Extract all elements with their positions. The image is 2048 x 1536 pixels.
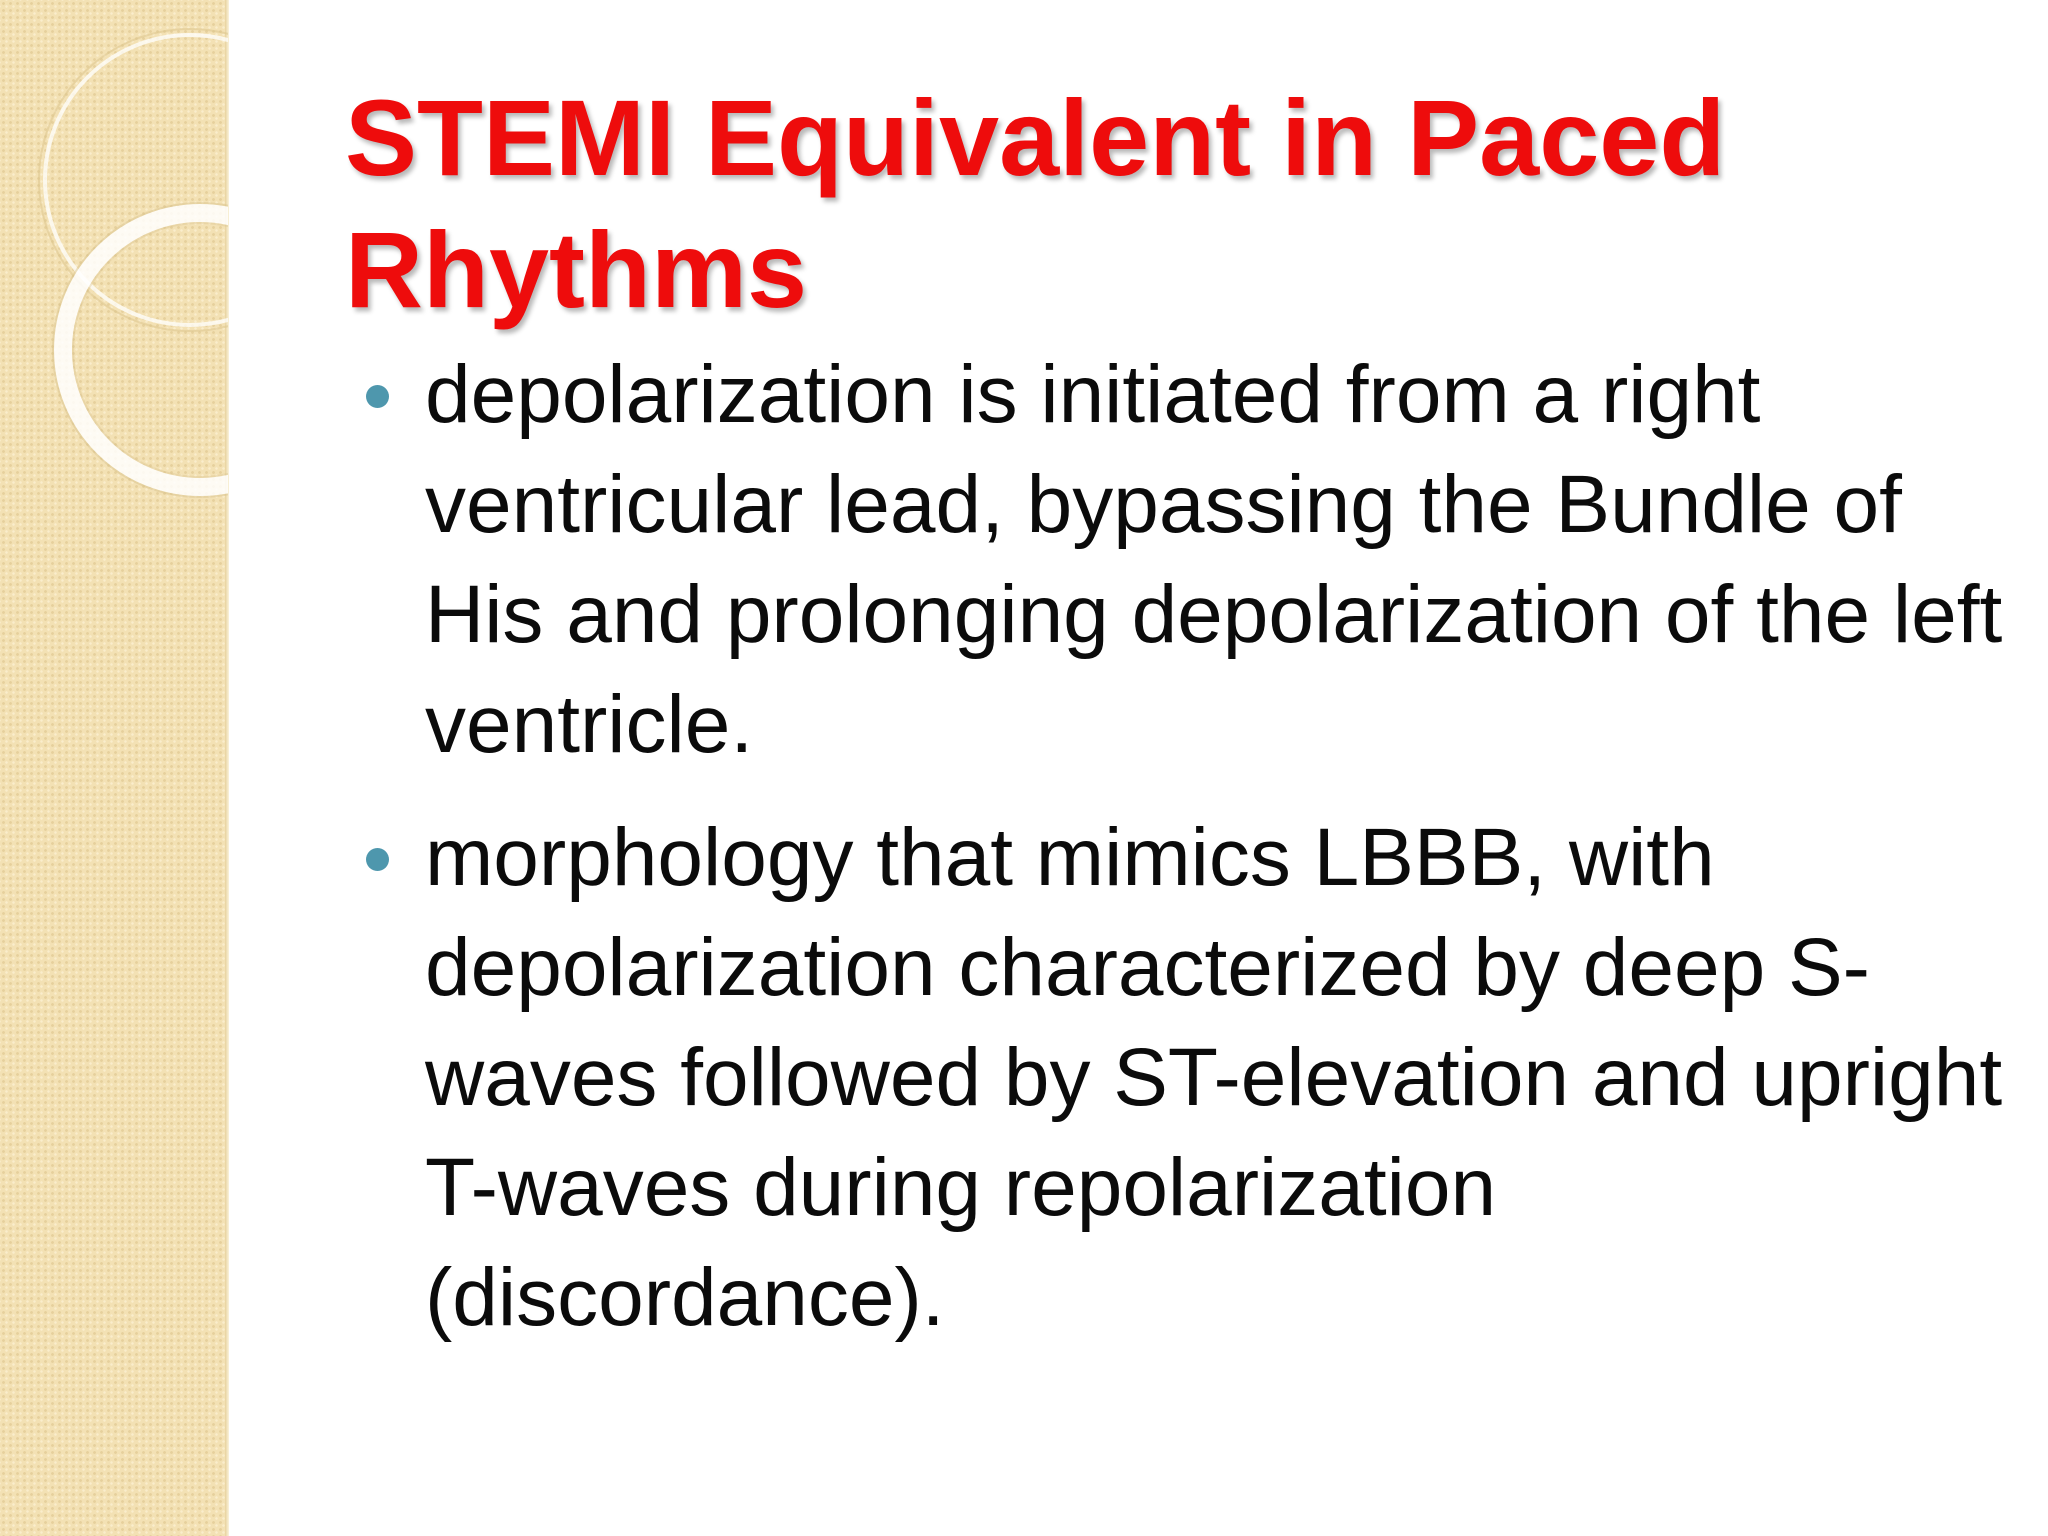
concentric-rings-decoration: [0, 0, 228, 520]
bullet-item: [362, 803, 2012, 1353]
bullet-text: depolarization is initiated from a right ventricular lead, bypassing the Bundle of His and prolonging depolarization of the left ventricle.: [425, 349, 2003, 770]
slide-title: STEMI Equivalent in Paced Rhythms: [345, 77, 1726, 330]
bullet-item: [362, 340, 2012, 780]
bullet-text: morphology that mimics LBBB, with depolarization characterized by deep S-waves followed by ST-elevation and upright T-waves during repolarization (discordance).: [425, 812, 2003, 1343]
bullet-list: [362, 340, 2012, 1376]
bullet-icon: [366, 385, 389, 408]
bullet-icon: [366, 848, 389, 871]
